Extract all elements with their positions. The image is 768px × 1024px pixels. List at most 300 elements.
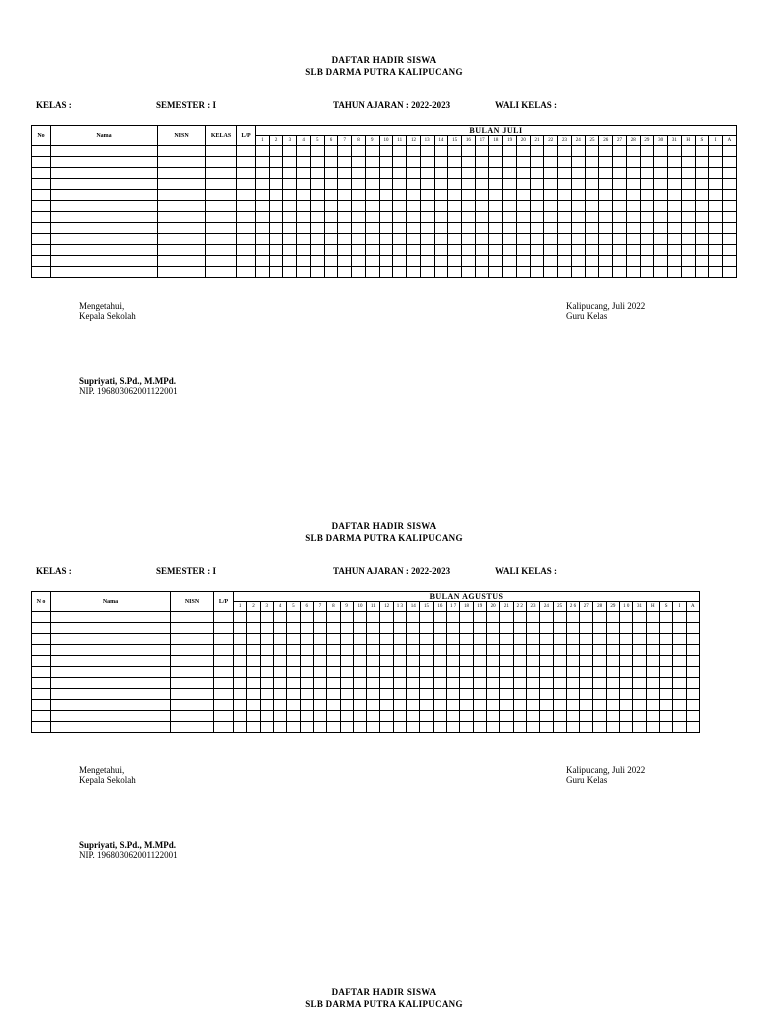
table-cell[interactable] bbox=[620, 634, 633, 645]
table-cell[interactable] bbox=[283, 256, 297, 267]
table-cell[interactable] bbox=[340, 678, 353, 689]
table-cell[interactable] bbox=[571, 212, 585, 223]
table-cell[interactable] bbox=[237, 190, 256, 201]
table-cell[interactable] bbox=[327, 645, 340, 656]
table-cell[interactable] bbox=[353, 667, 366, 678]
table-cell[interactable] bbox=[269, 245, 283, 256]
table-cell[interactable] bbox=[681, 168, 695, 179]
table-cell[interactable] bbox=[709, 256, 723, 267]
table-cell[interactable] bbox=[593, 722, 606, 733]
table-cell[interactable] bbox=[247, 645, 260, 656]
table-cell[interactable] bbox=[234, 623, 247, 634]
table-cell[interactable] bbox=[566, 656, 579, 667]
table-cell[interactable] bbox=[503, 212, 517, 223]
table-cell[interactable] bbox=[489, 245, 503, 256]
table-cell[interactable] bbox=[51, 612, 171, 623]
table-cell[interactable] bbox=[558, 168, 572, 179]
table-cell[interactable] bbox=[433, 645, 446, 656]
table-cell[interactable] bbox=[434, 223, 448, 234]
table-cell[interactable] bbox=[338, 146, 352, 157]
table-cell[interactable] bbox=[260, 623, 273, 634]
table-cell[interactable] bbox=[324, 157, 338, 168]
table-cell[interactable] bbox=[234, 634, 247, 645]
table-cell[interactable] bbox=[51, 645, 171, 656]
table-cell[interactable] bbox=[300, 612, 313, 623]
table-cell[interactable] bbox=[206, 179, 237, 190]
table-cell[interactable] bbox=[646, 722, 659, 733]
table-cell[interactable] bbox=[433, 667, 446, 678]
table-cell[interactable] bbox=[32, 201, 51, 212]
table-cell[interactable] bbox=[300, 656, 313, 667]
table-cell[interactable] bbox=[283, 157, 297, 168]
table-cell[interactable] bbox=[393, 245, 407, 256]
table-cell[interactable] bbox=[540, 700, 553, 711]
table-cell[interactable] bbox=[513, 634, 526, 645]
table-cell[interactable] bbox=[327, 722, 340, 733]
table-cell[interactable] bbox=[407, 711, 420, 722]
table-cell[interactable] bbox=[51, 223, 158, 234]
table-cell[interactable] bbox=[540, 667, 553, 678]
table-cell[interactable] bbox=[434, 245, 448, 256]
table-cell[interactable] bbox=[269, 223, 283, 234]
table-cell[interactable] bbox=[407, 722, 420, 733]
table-cell[interactable] bbox=[338, 256, 352, 267]
table-cell[interactable] bbox=[626, 267, 640, 278]
table-cell[interactable] bbox=[503, 146, 517, 157]
table-cell[interactable] bbox=[462, 267, 476, 278]
table-cell[interactable] bbox=[420, 645, 433, 656]
table-cell[interactable] bbox=[475, 190, 489, 201]
table-cell[interactable] bbox=[407, 190, 421, 201]
table-cell[interactable] bbox=[433, 722, 446, 733]
table-cell[interactable] bbox=[32, 256, 51, 267]
table-cell[interactable] bbox=[571, 245, 585, 256]
table-cell[interactable] bbox=[51, 700, 171, 711]
table-cell[interactable] bbox=[473, 678, 486, 689]
table-cell[interactable] bbox=[613, 146, 627, 157]
table-cell[interactable] bbox=[606, 623, 619, 634]
table-cell[interactable] bbox=[338, 190, 352, 201]
table-cell[interactable] bbox=[722, 157, 736, 168]
table-cell[interactable] bbox=[654, 157, 668, 168]
table-cell[interactable] bbox=[668, 256, 682, 267]
table-cell[interactable] bbox=[407, 223, 421, 234]
table-cell[interactable] bbox=[475, 267, 489, 278]
table-cell[interactable] bbox=[434, 157, 448, 168]
table-cell[interactable] bbox=[516, 234, 530, 245]
table-cell[interactable] bbox=[620, 656, 633, 667]
table-cell[interactable] bbox=[283, 190, 297, 201]
table-cell[interactable] bbox=[448, 201, 462, 212]
table-cell[interactable] bbox=[626, 201, 640, 212]
table-cell[interactable] bbox=[571, 267, 585, 278]
table-cell[interactable] bbox=[668, 157, 682, 168]
table-cell[interactable] bbox=[566, 645, 579, 656]
table-cell[interactable] bbox=[324, 245, 338, 256]
table-cell[interactable] bbox=[686, 700, 699, 711]
table-cell[interactable] bbox=[640, 223, 654, 234]
table-cell[interactable] bbox=[273, 634, 286, 645]
table-cell[interactable] bbox=[380, 667, 393, 678]
table-cell[interactable] bbox=[475, 179, 489, 190]
table-cell[interactable] bbox=[462, 179, 476, 190]
table-cell[interactable] bbox=[324, 256, 338, 267]
table-cell[interactable] bbox=[447, 645, 460, 656]
table-cell[interactable] bbox=[393, 146, 407, 157]
table-cell[interactable] bbox=[214, 645, 234, 656]
table-cell[interactable] bbox=[500, 623, 513, 634]
table-cell[interactable] bbox=[486, 689, 499, 700]
table-cell[interactable] bbox=[247, 722, 260, 733]
table-cell[interactable] bbox=[585, 190, 599, 201]
table-cell[interactable] bbox=[51, 157, 158, 168]
table-cell[interactable] bbox=[365, 223, 379, 234]
table-cell[interactable] bbox=[613, 190, 627, 201]
table-cell[interactable] bbox=[599, 212, 613, 223]
table-cell[interactable] bbox=[260, 634, 273, 645]
table-cell[interactable] bbox=[620, 700, 633, 711]
table-cell[interactable] bbox=[553, 667, 566, 678]
table-cell[interactable] bbox=[297, 245, 311, 256]
table-cell[interactable] bbox=[540, 689, 553, 700]
table-cell[interactable] bbox=[273, 700, 286, 711]
table-cell[interactable] bbox=[686, 711, 699, 722]
table-cell[interactable] bbox=[513, 700, 526, 711]
table-cell[interactable] bbox=[503, 245, 517, 256]
table-cell[interactable] bbox=[214, 678, 234, 689]
table-cell[interactable] bbox=[214, 623, 234, 634]
table-cell[interactable] bbox=[171, 678, 214, 689]
table-cell[interactable] bbox=[256, 201, 270, 212]
table-cell[interactable] bbox=[158, 245, 206, 256]
table-cell[interactable] bbox=[324, 223, 338, 234]
table-cell[interactable] bbox=[640, 168, 654, 179]
table-cell[interactable] bbox=[352, 146, 366, 157]
table-cell[interactable] bbox=[287, 667, 300, 678]
table-cell[interactable] bbox=[393, 201, 407, 212]
table-cell[interactable] bbox=[606, 645, 619, 656]
table-cell[interactable] bbox=[599, 146, 613, 157]
table-cell[interactable] bbox=[571, 168, 585, 179]
table-cell[interactable] bbox=[516, 157, 530, 168]
table-cell[interactable] bbox=[566, 634, 579, 645]
table-cell[interactable] bbox=[486, 645, 499, 656]
table-cell[interactable] bbox=[234, 656, 247, 667]
table-cell[interactable] bbox=[660, 700, 673, 711]
table-cell[interactable] bbox=[709, 157, 723, 168]
table-cell[interactable] bbox=[500, 634, 513, 645]
table-cell[interactable] bbox=[673, 700, 686, 711]
table-cell[interactable] bbox=[367, 722, 380, 733]
table-cell[interactable] bbox=[620, 689, 633, 700]
table-cell[interactable] bbox=[695, 267, 709, 278]
table-cell[interactable] bbox=[273, 656, 286, 667]
table-cell[interactable] bbox=[420, 678, 433, 689]
table-cell[interactable] bbox=[460, 711, 473, 722]
table-cell[interactable] bbox=[686, 667, 699, 678]
table-cell[interactable] bbox=[407, 201, 421, 212]
table-cell[interactable] bbox=[513, 678, 526, 689]
table-cell[interactable] bbox=[613, 267, 627, 278]
table-cell[interactable] bbox=[260, 678, 273, 689]
table-cell[interactable] bbox=[340, 656, 353, 667]
table-cell[interactable] bbox=[526, 612, 539, 623]
table-cell[interactable] bbox=[171, 711, 214, 722]
table-cell[interactable] bbox=[681, 267, 695, 278]
table-cell[interactable] bbox=[51, 146, 158, 157]
table-cell[interactable] bbox=[530, 157, 544, 168]
table-cell[interactable] bbox=[353, 623, 366, 634]
table-cell[interactable] bbox=[237, 146, 256, 157]
table-cell[interactable] bbox=[353, 678, 366, 689]
table-cell[interactable] bbox=[503, 234, 517, 245]
table-cell[interactable] bbox=[695, 146, 709, 157]
table-cell[interactable] bbox=[640, 190, 654, 201]
table-cell[interactable] bbox=[486, 623, 499, 634]
table-cell[interactable] bbox=[340, 667, 353, 678]
table-cell[interactable] bbox=[324, 179, 338, 190]
table-cell[interactable] bbox=[393, 722, 406, 733]
table-cell[interactable] bbox=[566, 623, 579, 634]
table-cell[interactable] bbox=[530, 234, 544, 245]
table-cell[interactable] bbox=[503, 223, 517, 234]
table-cell[interactable] bbox=[269, 234, 283, 245]
table-cell[interactable] bbox=[503, 256, 517, 267]
table-cell[interactable] bbox=[530, 190, 544, 201]
table-cell[interactable] bbox=[32, 168, 51, 179]
table-cell[interactable] bbox=[613, 201, 627, 212]
table-cell[interactable] bbox=[580, 667, 593, 678]
table-cell[interactable] bbox=[433, 678, 446, 689]
table-cell[interactable] bbox=[626, 168, 640, 179]
table-cell[interactable] bbox=[379, 267, 393, 278]
table-cell[interactable] bbox=[32, 689, 51, 700]
table-cell[interactable] bbox=[673, 645, 686, 656]
table-cell[interactable] bbox=[297, 201, 311, 212]
table-cell[interactable] bbox=[571, 223, 585, 234]
table-cell[interactable] bbox=[709, 234, 723, 245]
table-cell[interactable] bbox=[633, 623, 646, 634]
table-cell[interactable] bbox=[544, 267, 558, 278]
table-cell[interactable] bbox=[256, 146, 270, 157]
table-cell[interactable] bbox=[206, 168, 237, 179]
table-cell[interactable] bbox=[681, 234, 695, 245]
table-cell[interactable] bbox=[324, 168, 338, 179]
table-cell[interactable] bbox=[580, 645, 593, 656]
table-cell[interactable] bbox=[673, 678, 686, 689]
table-cell[interactable] bbox=[709, 146, 723, 157]
table-cell[interactable] bbox=[324, 201, 338, 212]
table-cell[interactable] bbox=[513, 689, 526, 700]
table-cell[interactable] bbox=[379, 256, 393, 267]
table-cell[interactable] bbox=[407, 267, 421, 278]
table-cell[interactable] bbox=[513, 612, 526, 623]
table-cell[interactable] bbox=[695, 157, 709, 168]
table-cell[interactable] bbox=[646, 711, 659, 722]
table-cell[interactable] bbox=[393, 634, 406, 645]
table-cell[interactable] bbox=[51, 623, 171, 634]
table-cell[interactable] bbox=[380, 645, 393, 656]
table-cell[interactable] bbox=[486, 612, 499, 623]
table-cell[interactable] bbox=[247, 711, 260, 722]
table-cell[interactable] bbox=[206, 267, 237, 278]
table-cell[interactable] bbox=[287, 678, 300, 689]
table-cell[interactable] bbox=[365, 267, 379, 278]
table-cell[interactable] bbox=[544, 212, 558, 223]
table-cell[interactable] bbox=[393, 700, 406, 711]
table-cell[interactable] bbox=[526, 700, 539, 711]
table-cell[interactable] bbox=[269, 146, 283, 157]
table-cell[interactable] bbox=[283, 168, 297, 179]
table-cell[interactable] bbox=[686, 678, 699, 689]
table-cell[interactable] bbox=[530, 267, 544, 278]
table-cell[interactable] bbox=[475, 212, 489, 223]
table-cell[interactable] bbox=[668, 212, 682, 223]
table-cell[interactable] bbox=[171, 656, 214, 667]
table-cell[interactable] bbox=[489, 267, 503, 278]
table-cell[interactable] bbox=[273, 612, 286, 623]
table-cell[interactable] bbox=[206, 245, 237, 256]
table-cell[interactable] bbox=[313, 711, 326, 722]
table-cell[interactable] bbox=[553, 700, 566, 711]
table-cell[interactable] bbox=[486, 634, 499, 645]
table-cell[interactable] bbox=[407, 645, 420, 656]
table-cell[interactable] bbox=[420, 634, 433, 645]
table-cell[interactable] bbox=[475, 168, 489, 179]
table-cell[interactable] bbox=[352, 267, 366, 278]
table-cell[interactable] bbox=[234, 678, 247, 689]
table-cell[interactable] bbox=[393, 157, 407, 168]
table-cell[interactable] bbox=[407, 678, 420, 689]
table-cell[interactable] bbox=[722, 190, 736, 201]
table-cell[interactable] bbox=[420, 234, 434, 245]
table-cell[interactable] bbox=[380, 711, 393, 722]
table-cell[interactable] bbox=[553, 634, 566, 645]
table-cell[interactable] bbox=[420, 722, 433, 733]
table-cell[interactable] bbox=[686, 634, 699, 645]
table-cell[interactable] bbox=[722, 245, 736, 256]
table-cell[interactable] bbox=[530, 212, 544, 223]
table-cell[interactable] bbox=[420, 711, 433, 722]
table-cell[interactable] bbox=[668, 146, 682, 157]
table-cell[interactable] bbox=[297, 256, 311, 267]
table-cell[interactable] bbox=[353, 612, 366, 623]
table-cell[interactable] bbox=[585, 245, 599, 256]
table-cell[interactable] bbox=[340, 634, 353, 645]
table-cell[interactable] bbox=[599, 223, 613, 234]
table-cell[interactable] bbox=[695, 212, 709, 223]
table-cell[interactable] bbox=[407, 623, 420, 634]
table-cell[interactable] bbox=[606, 711, 619, 722]
table-cell[interactable] bbox=[544, 168, 558, 179]
table-cell[interactable] bbox=[558, 267, 572, 278]
table-cell[interactable] bbox=[297, 190, 311, 201]
table-cell[interactable] bbox=[722, 267, 736, 278]
table-cell[interactable] bbox=[633, 667, 646, 678]
table-cell[interactable] bbox=[51, 234, 158, 245]
table-cell[interactable] bbox=[352, 190, 366, 201]
table-cell[interactable] bbox=[473, 711, 486, 722]
table-cell[interactable] bbox=[593, 711, 606, 722]
table-cell[interactable] bbox=[516, 267, 530, 278]
table-cell[interactable] bbox=[530, 256, 544, 267]
table-cell[interactable] bbox=[324, 267, 338, 278]
table-cell[interactable] bbox=[613, 234, 627, 245]
table-cell[interactable] bbox=[407, 256, 421, 267]
table-cell[interactable] bbox=[503, 179, 517, 190]
table-cell[interactable] bbox=[566, 689, 579, 700]
table-cell[interactable] bbox=[500, 678, 513, 689]
table-cell[interactable] bbox=[171, 700, 214, 711]
table-cell[interactable] bbox=[324, 212, 338, 223]
table-cell[interactable] bbox=[686, 722, 699, 733]
table-cell[interactable] bbox=[462, 168, 476, 179]
table-cell[interactable] bbox=[51, 168, 158, 179]
table-cell[interactable] bbox=[283, 212, 297, 223]
table-cell[interactable] bbox=[300, 623, 313, 634]
table-cell[interactable] bbox=[434, 267, 448, 278]
table-cell[interactable] bbox=[407, 212, 421, 223]
table-cell[interactable] bbox=[709, 201, 723, 212]
table-cell[interactable] bbox=[460, 612, 473, 623]
table-cell[interactable] bbox=[206, 201, 237, 212]
table-cell[interactable] bbox=[171, 623, 214, 634]
table-cell[interactable] bbox=[158, 201, 206, 212]
table-cell[interactable] bbox=[287, 689, 300, 700]
table-cell[interactable] bbox=[352, 212, 366, 223]
table-cell[interactable] bbox=[660, 678, 673, 689]
table-cell[interactable] bbox=[633, 634, 646, 645]
table-cell[interactable] bbox=[626, 212, 640, 223]
table-cell[interactable] bbox=[380, 612, 393, 623]
table-cell[interactable] bbox=[367, 623, 380, 634]
table-cell[interactable] bbox=[313, 645, 326, 656]
table-cell[interactable] bbox=[654, 168, 668, 179]
table-cell[interactable] bbox=[606, 689, 619, 700]
table-cell[interactable] bbox=[237, 256, 256, 267]
table-cell[interactable] bbox=[448, 234, 462, 245]
table-cell[interactable] bbox=[580, 634, 593, 645]
table-cell[interactable] bbox=[51, 190, 158, 201]
table-cell[interactable] bbox=[380, 678, 393, 689]
table-cell[interactable] bbox=[673, 623, 686, 634]
table-cell[interactable] bbox=[673, 711, 686, 722]
table-cell[interactable] bbox=[503, 190, 517, 201]
table-cell[interactable] bbox=[620, 645, 633, 656]
table-cell[interactable] bbox=[434, 234, 448, 245]
table-cell[interactable] bbox=[516, 201, 530, 212]
table-cell[interactable] bbox=[460, 667, 473, 678]
table-cell[interactable] bbox=[365, 146, 379, 157]
table-cell[interactable] bbox=[540, 722, 553, 733]
table-cell[interactable] bbox=[434, 190, 448, 201]
table-cell[interactable] bbox=[367, 645, 380, 656]
table-cell[interactable] bbox=[407, 179, 421, 190]
table-cell[interactable] bbox=[516, 190, 530, 201]
table-cell[interactable] bbox=[367, 711, 380, 722]
table-cell[interactable] bbox=[380, 700, 393, 711]
table-cell[interactable] bbox=[297, 267, 311, 278]
table-cell[interactable] bbox=[593, 623, 606, 634]
table-cell[interactable] bbox=[660, 645, 673, 656]
table-cell[interactable] bbox=[51, 678, 171, 689]
table-cell[interactable] bbox=[420, 190, 434, 201]
table-cell[interactable] bbox=[352, 245, 366, 256]
table-cell[interactable] bbox=[420, 179, 434, 190]
table-cell[interactable] bbox=[599, 256, 613, 267]
table-cell[interactable] bbox=[513, 623, 526, 634]
table-cell[interactable] bbox=[660, 612, 673, 623]
